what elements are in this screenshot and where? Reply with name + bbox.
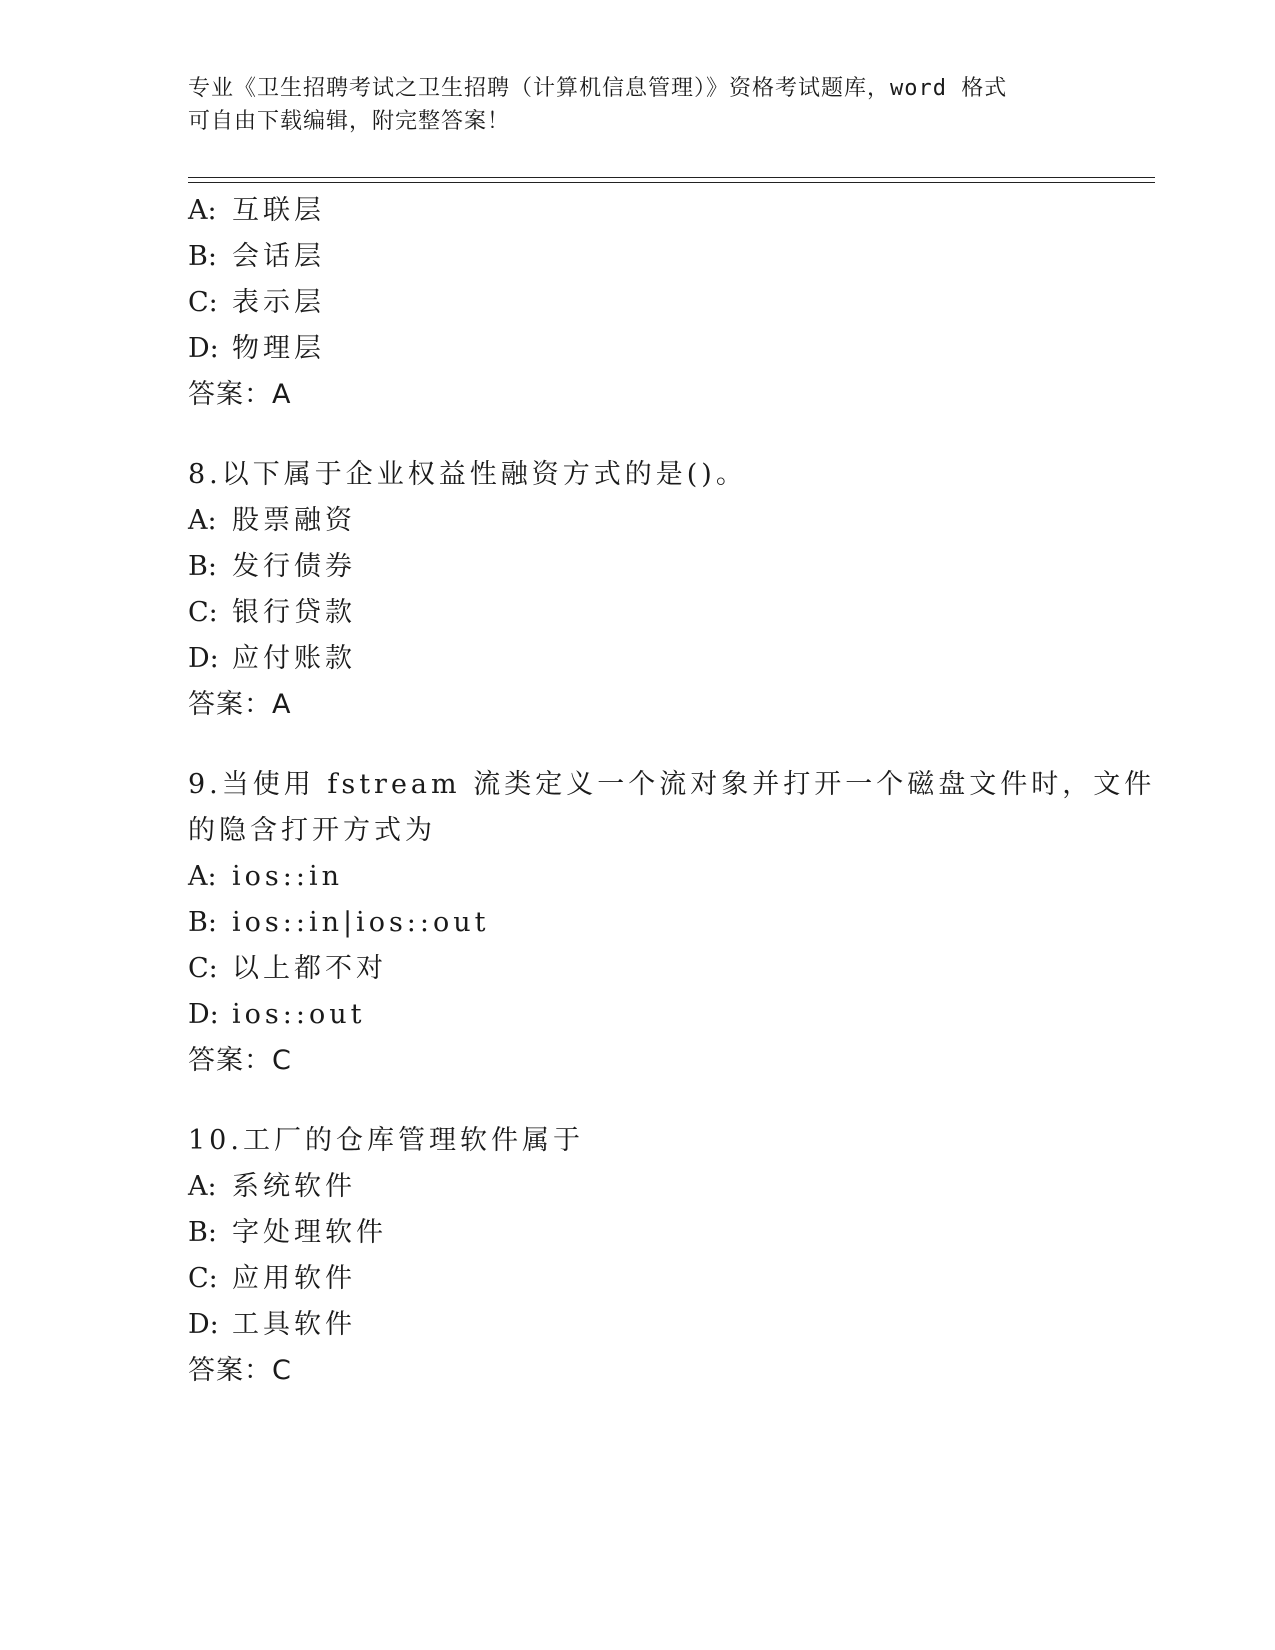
header-divider-bottom xyxy=(188,182,1155,183)
option-a xyxy=(188,1164,1088,1210)
header-line-1: 专业《卫生招聘考试之卫生招聘（计算机信息管理）》资格考试题库，word 格式 xyxy=(188,76,1008,101)
option-letter: A: xyxy=(188,195,217,226)
option-text: 物理层 xyxy=(232,333,325,364)
option-a xyxy=(188,854,1088,900)
question-title: 10.工厂的仓库管理软件属于 xyxy=(188,1125,584,1156)
option-letter: B: xyxy=(188,241,217,272)
option-letter: B: xyxy=(188,551,217,582)
option-c xyxy=(188,946,1088,992)
option-b xyxy=(188,900,1088,946)
header-line-2: 可自由下载编辑，附完整答案！ xyxy=(188,109,511,134)
option-text: 应付账款 xyxy=(232,643,356,674)
answer-line: 答案：C xyxy=(188,1045,292,1076)
question-10 xyxy=(188,1118,1088,1394)
option-letter: A: xyxy=(188,505,217,536)
spacer xyxy=(188,418,1088,452)
option-b xyxy=(188,544,1088,590)
option-letter: C: xyxy=(188,287,218,318)
option-letter: C: xyxy=(188,597,218,628)
option-a xyxy=(188,498,1088,544)
question-title-line-2: 的隐含打开方式为 xyxy=(188,815,436,846)
option-b xyxy=(188,234,1088,280)
option-letter: A: xyxy=(188,1171,217,1202)
option-text: 字处理软件 xyxy=(232,1217,387,1248)
document-header xyxy=(188,72,1068,138)
question-9 xyxy=(188,762,1156,1084)
answer-line: 答案：A xyxy=(188,689,292,720)
header-divider-top xyxy=(188,177,1155,178)
option-letter: D: xyxy=(188,1309,219,1340)
option-text: 股票融资 xyxy=(232,505,356,536)
option-text: ios::out xyxy=(232,999,366,1030)
option-text: 应用软件 xyxy=(232,1263,356,1294)
option-text: 工具软件 xyxy=(232,1309,356,1340)
option-letter: D: xyxy=(188,999,219,1030)
option-text: 以上都不对 xyxy=(232,953,387,984)
option-text: 表示层 xyxy=(232,287,325,318)
option-text: ios::in|ios::out xyxy=(232,907,490,938)
question-title-line-1: 9.当使用 fstream 流类定义一个流对象并打开一个磁盘文件时，文件 xyxy=(188,769,1156,800)
option-d xyxy=(188,992,1088,1038)
option-c xyxy=(188,1256,1088,1302)
option-d xyxy=(188,1302,1088,1348)
answer-line: 答案：A xyxy=(188,379,292,410)
option-text: 发行债券 xyxy=(232,551,356,582)
option-letter: C: xyxy=(188,953,218,984)
option-text: 会话层 xyxy=(232,241,325,272)
option-letter: B: xyxy=(188,907,217,938)
spacer xyxy=(188,728,1088,762)
question-8 xyxy=(188,452,1088,728)
question-title: 8.以下属于企业权益性融资方式的是()。 xyxy=(188,459,747,490)
option-c xyxy=(188,280,1088,326)
option-text: 互联层 xyxy=(232,195,325,226)
option-letter: D: xyxy=(188,643,219,674)
option-d xyxy=(188,636,1088,682)
option-c xyxy=(188,590,1088,636)
answer-line: 答案：C xyxy=(188,1355,292,1386)
question-list xyxy=(188,188,1156,1394)
option-letter: B: xyxy=(188,1217,217,1248)
option-text: 系统软件 xyxy=(232,1171,356,1202)
option-text: ios::in xyxy=(232,861,343,892)
question-7 xyxy=(188,188,1088,418)
spacer xyxy=(188,1084,1088,1118)
option-b xyxy=(188,1210,1088,1256)
option-a xyxy=(188,188,1088,234)
option-letter: C: xyxy=(188,1263,218,1294)
option-letter: A: xyxy=(188,861,217,892)
option-d xyxy=(188,326,1088,372)
option-letter: D: xyxy=(188,333,219,364)
option-text: 银行贷款 xyxy=(232,597,356,628)
